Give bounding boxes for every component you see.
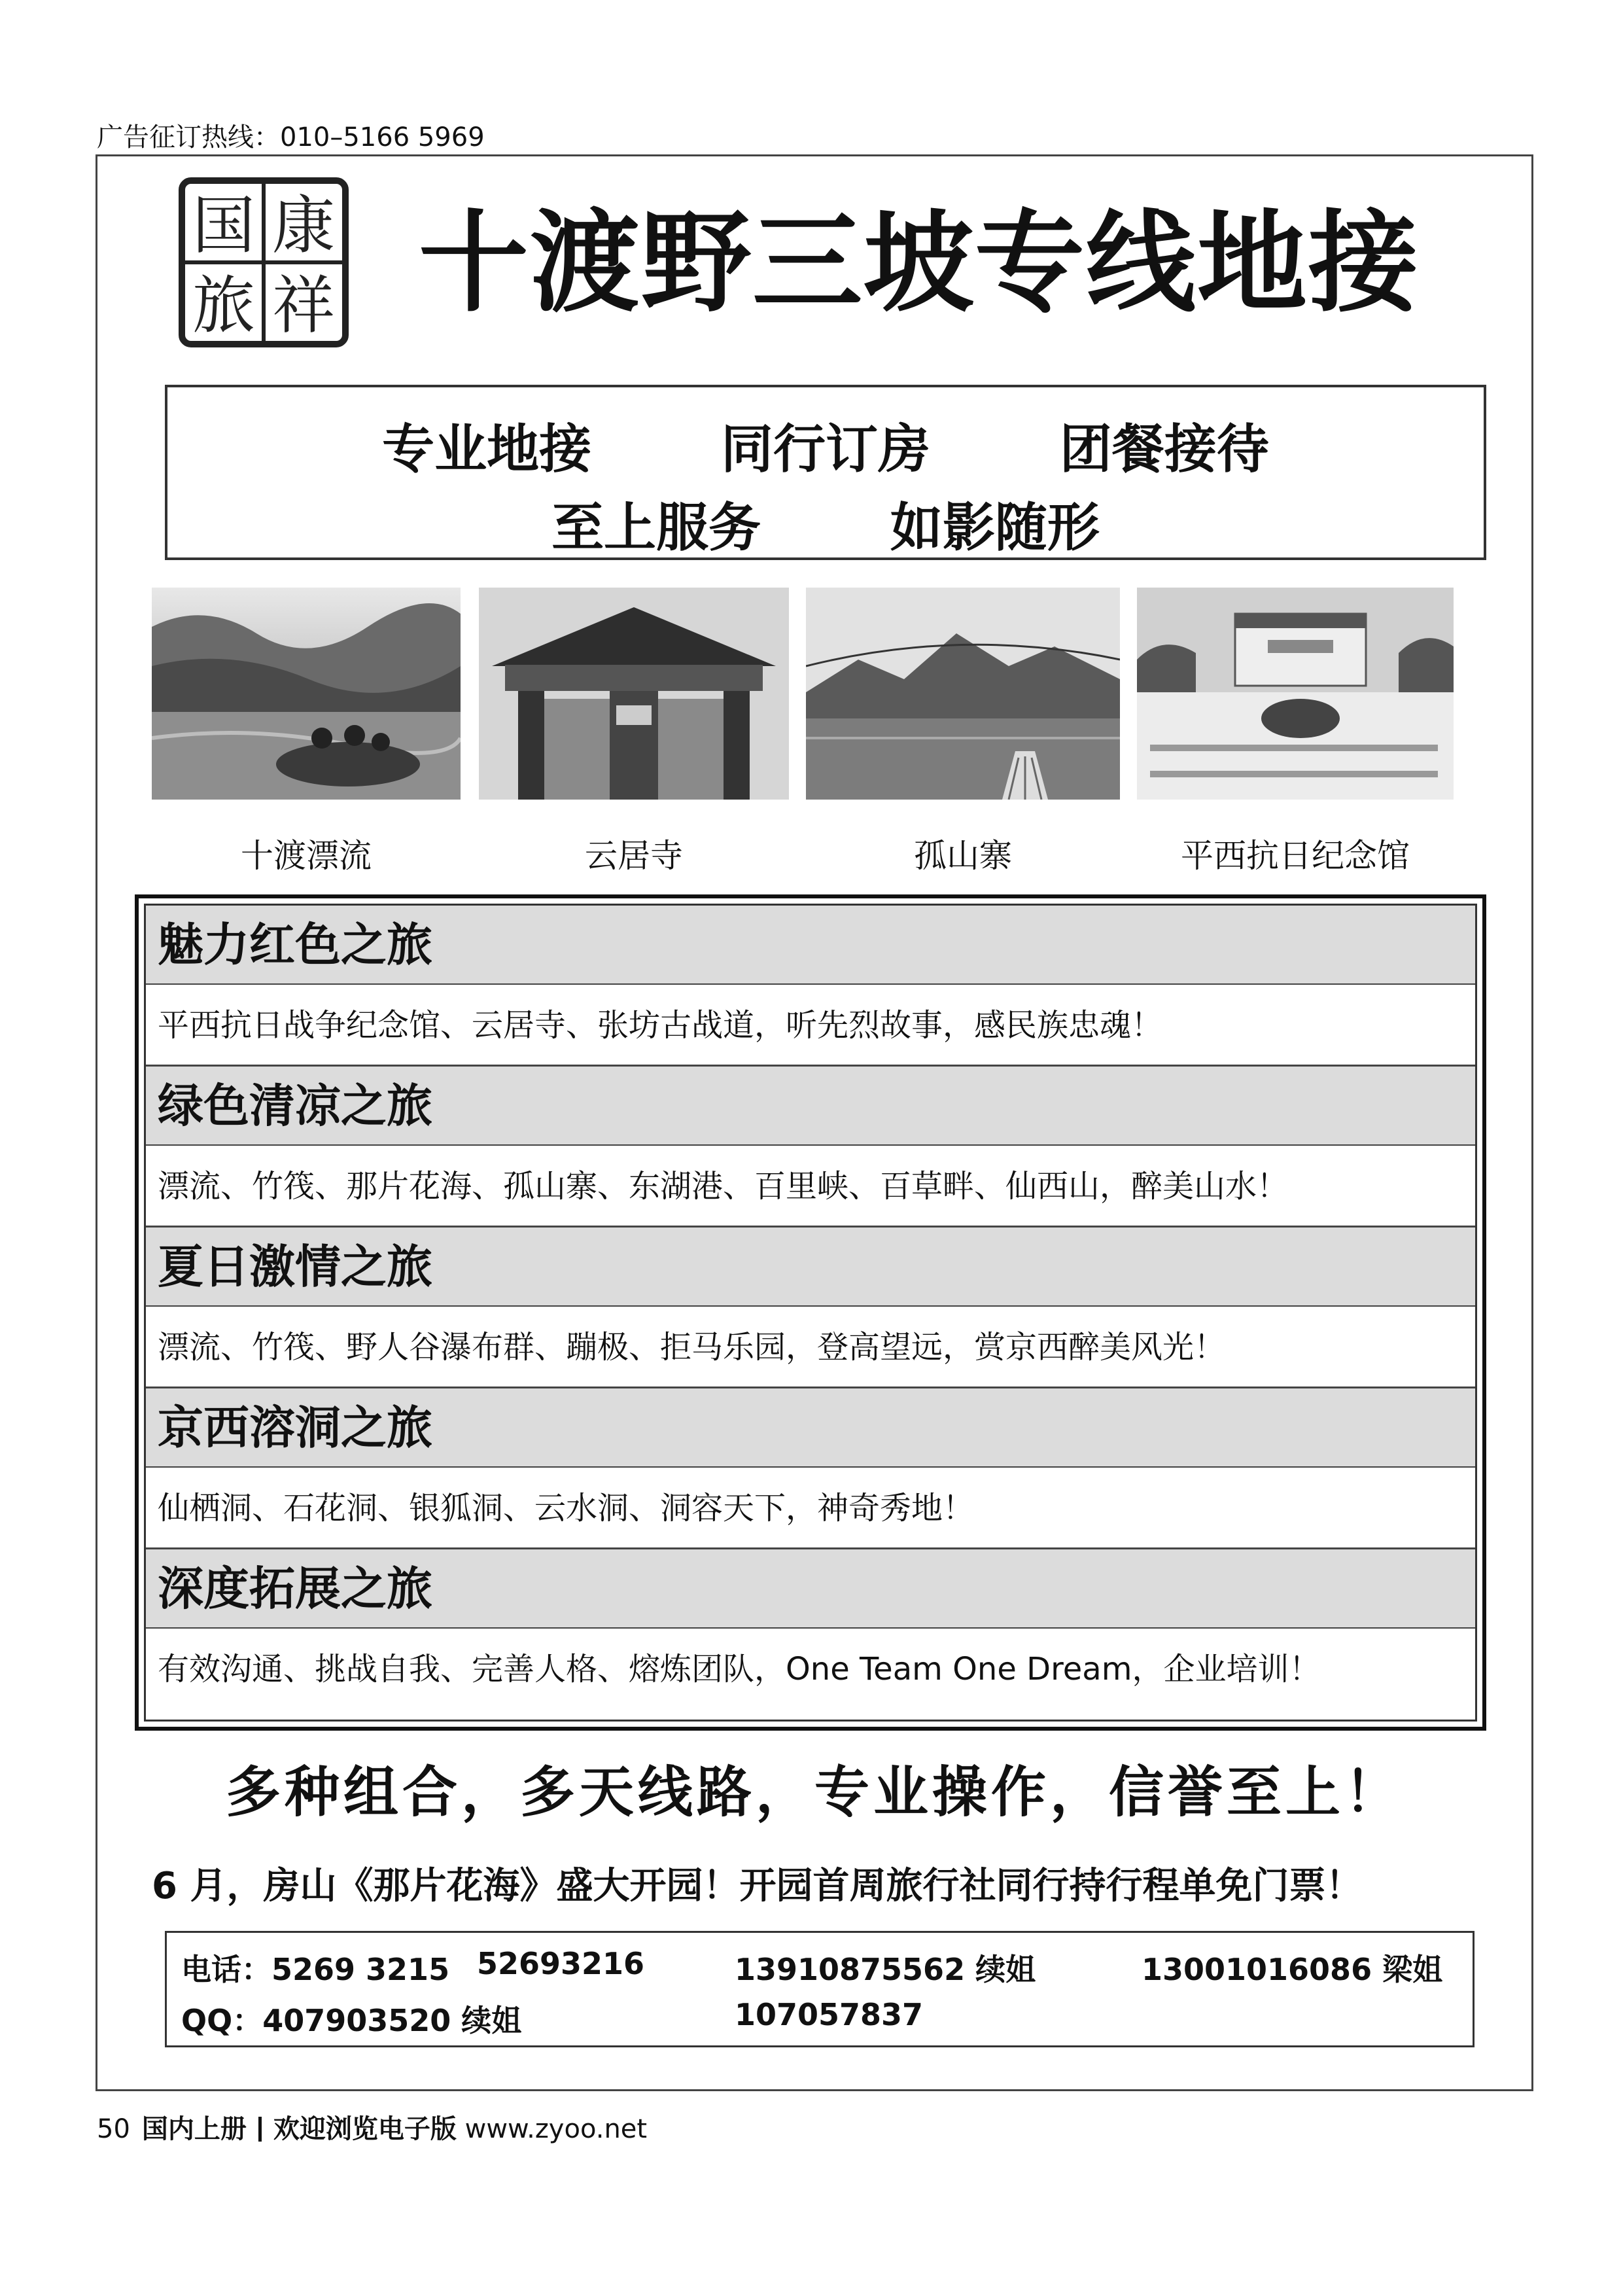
qq-number: QQ：407903520 续姐 (181, 2003, 522, 2038)
route-desc: 漂流、竹筏、那片花海、孤山寨、东湖港、百里峡、百草畔、仙西山，醉美山水！ (146, 1146, 1475, 1227)
phone-number: 52693216 (477, 1946, 645, 1981)
photo-gushanzhai (806, 588, 1120, 800)
page-number: 50 (97, 2114, 130, 2144)
route-desc: 漂流、竹筏、野人谷瀑布群、蹦极、拒马乐园，登高望远，赏京西醉美风光！ (146, 1307, 1475, 1388)
photo-caption: 云居寺 (585, 837, 683, 875)
phone-number: 电话：5269 3215 (181, 1952, 450, 1987)
photo-temple (479, 588, 789, 800)
route-item (146, 1549, 1475, 1710)
services-row-1 (167, 407, 1484, 482)
footer-url[interactable]: www.zyoo.net (464, 2114, 648, 2144)
photo-caption: 十渡漂流 (241, 837, 372, 875)
services-box (165, 385, 1486, 560)
route-item (146, 906, 1475, 1067)
section-name: 国内上册 (141, 2114, 247, 2144)
service-item: 专业地接 (382, 418, 592, 480)
routes-table (135, 894, 1486, 1731)
seal-char: 祥 (272, 269, 335, 342)
service-item: 如影随形 (890, 497, 1100, 558)
seal-char: 康 (272, 189, 335, 262)
service-item: 团餐接待 (1059, 418, 1269, 480)
route-desc: 有效沟通、挑战自我、完善人格、熔炼团队，One Team One Dream，企业培训！ (146, 1629, 1475, 1710)
phone-number: 13910875562 续姐 (735, 1952, 1036, 1987)
photo-caption: 平西抗日纪念馆 (1181, 837, 1410, 875)
route-title: 夏日激情之旅 (146, 1227, 1475, 1307)
service-item: 至上服务 (551, 497, 761, 558)
qq-number: 107057837 (735, 1997, 924, 2032)
footer-divider (258, 2117, 262, 2142)
route-title: 绿色清凉之旅 (146, 1067, 1475, 1146)
seal-char: 国 (192, 189, 255, 262)
contact-box (165, 1931, 1475, 2047)
route-item (146, 1388, 1475, 1549)
promo-text: 6 月，房山《那片花海》盛大开园！开园首周旅行社同行持行程单免门票！ (152, 1865, 1363, 1907)
route-desc: 仙栖洞、石花洞、银狐洞、云水洞、洞容天下，神奇秀地！ (146, 1468, 1475, 1549)
page-title: 十渡野三坡专线地接 (419, 199, 1420, 327)
route-desc: 平西抗日战争纪念馆、云居寺、张坊古战道，听先烈故事，感民族忠魂！ (146, 985, 1475, 1067)
phone-number: 13001016086 梁姐 (1142, 1952, 1443, 1987)
route-item (146, 1227, 1475, 1388)
route-title: 京西溶洞之旅 (146, 1388, 1475, 1468)
route-title: 魅力红色之旅 (146, 906, 1475, 985)
route-title: 深度拓展之旅 (146, 1549, 1475, 1629)
ad-hotline: 广告征订热线：010–5166 5969 (97, 122, 485, 152)
page-footer (97, 2108, 647, 2146)
seal-char: 旅 (192, 269, 255, 342)
photo-rafting (152, 588, 461, 800)
service-item: 同行订房 (721, 418, 930, 480)
photo-memorial-hall (1137, 588, 1454, 800)
footer-tagline: 欢迎浏览电子版 (273, 2114, 457, 2144)
seal-logo (178, 177, 349, 348)
photo-caption: 孤山寨 (914, 837, 1012, 875)
services-row-2 (167, 486, 1484, 561)
route-item (146, 1067, 1475, 1227)
slogan: 多种组合，多天线路，专业操作，信誉至上！ (225, 1759, 1403, 1824)
